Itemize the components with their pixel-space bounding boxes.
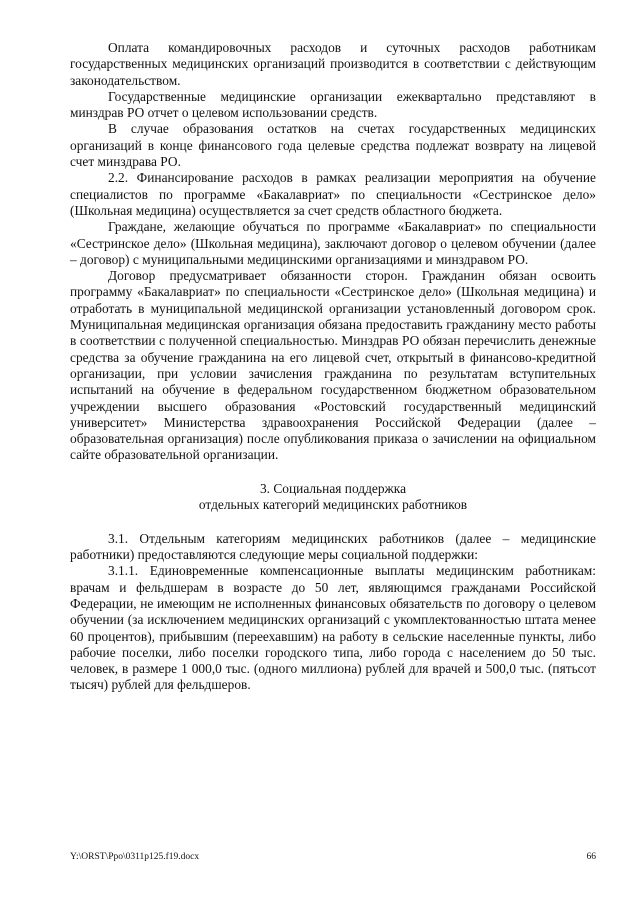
paragraph-quarterly-report: Государственные медицинские организации ежеквартально представляют в минздрав РО отчет о целевом использовании средств. bbox=[70, 88, 596, 121]
paragraph-3-1-support-measures: 3.1. Отдельным категориям медицинских работников (далее – медицинские работники) предоставляются следующие меры социальной поддержки: bbox=[70, 530, 596, 563]
document-page bbox=[70, 40, 596, 694]
paragraph-citizens-contract: Граждане, желающие обучаться по программе «Бакалавриат» по специальности «Сестринское дело» (Школьная медицина), заключают договор о целевом обучении (далее – договор) с муниципальными медицинскими организациями и минздравом РО. bbox=[70, 219, 596, 267]
paragraph-contract-obligations: Договор предусматривает обязанности сторон. Гражданин обязан освоить программу «Бакалавриат» по специальности «Сестринское дело» (Школьная медицина) и отработать в муниципальной медицинской организации установленный договором срок. Муниципальная медицинская организация обязана предоставить гражданину место работы в соответствии с полученной специальностью. Минздрав РО обязан перечислить денежные средства за обучение гражданина на его лицевой счет, открытый в финансово-кредитной организации, при условии зачисления гражданина по результатам вступительных испытаний на обучение в федеральном государственном бюджетном образовательном учреждении высшего образования «Ростовский государственный медицинский университет» Министерства здравоохранения Российской Федерации (далее – образовательная организация) после опубликования приказа о зачислении на официальном сайте образовательной организации. bbox=[70, 268, 596, 463]
spacer bbox=[70, 514, 596, 531]
paragraph-2-2-financing: 2.2. Финансирование расходов в рамках реализации мероприятия на обучение специалистов по программе «Бакалавриат» по специальности «Сестринское дело» (Школьная медицина) осуществляется за счет средств областного бюджета. bbox=[70, 170, 596, 218]
section-3-heading-line2: отдельных категорий медицинских работников bbox=[198, 497, 468, 513]
spacer bbox=[70, 464, 596, 481]
footer-file-path: Y:\ORST\Ppo\0311p125.f19.docx bbox=[70, 852, 200, 862]
paragraph-3-1-1-compensation: 3.1.1. Единовременные компенсационные выплаты медицинским работникам: врачам и фельдшерам в возрасте до 50 лет, являющимся гражданами Российской Федерации, не имеющим не исполненных финансовых обязательств по договору о целевом обучении (за исключением медицинских организаций с укомплектованностью штата менее 60 процентов), прибывшим (переехавшим) на работу в сельские населенные пункты, либо рабочие поселки, либо поселки городского типа, либо города с населением до 50 тыс. человек, в размере 1 000,0 тыс. (одного миллиона) рублей для врачей и 500,0 тыс. (пятьсот тысяч) рублей для фельдшеров. bbox=[70, 563, 596, 693]
footer-page-number: 66 bbox=[586, 852, 596, 862]
section-3-heading-line1: 3. Социальная поддержка bbox=[259, 480, 407, 496]
paragraph-funds-return: В случае образования остатков на счетах государственных медицинских организаций в конце финансового года целевые средства подлежат возврату на лицевой счет минздрава РО. bbox=[70, 121, 596, 170]
paragraph-travel-expenses: Оплата командировочных расходов и суточных расходов работникам государственных медицинских организаций производится в соответствии с действующим законодательством. bbox=[70, 40, 596, 88]
